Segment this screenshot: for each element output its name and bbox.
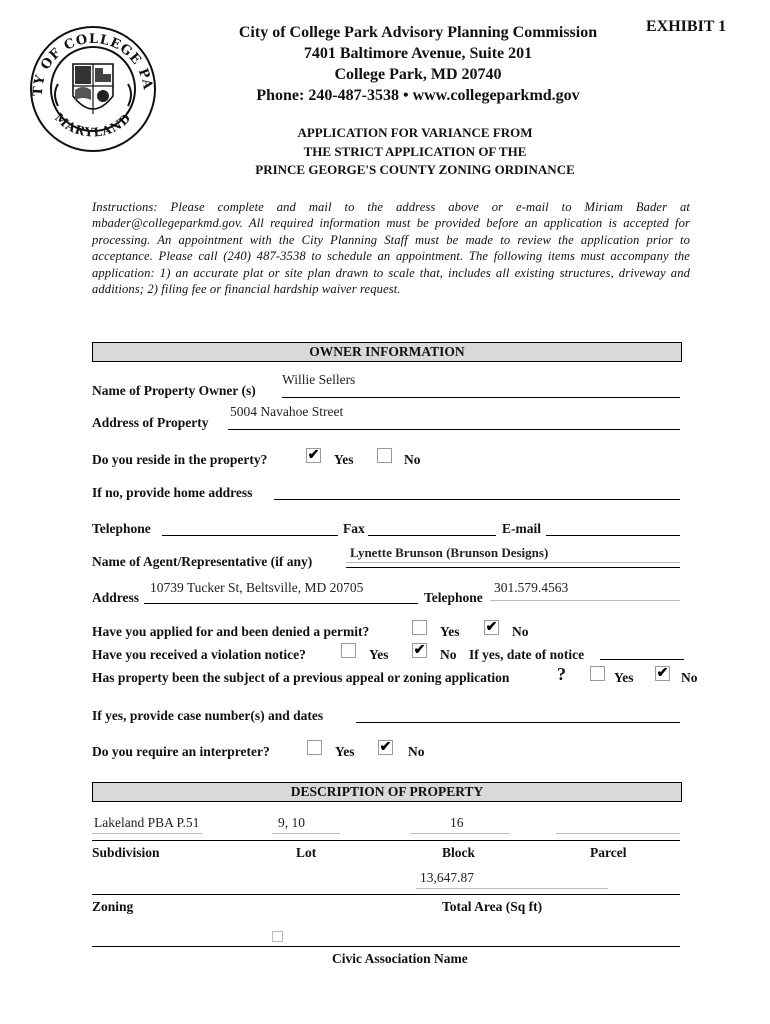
property-address-line xyxy=(228,429,680,430)
property-address-label: Address of Property xyxy=(92,415,209,430)
case-field[interactable] xyxy=(356,722,680,723)
permit-yes-checkbox[interactable] xyxy=(412,620,427,635)
property-row2-line xyxy=(92,894,680,895)
permit-no-checkbox[interactable]: ✔ xyxy=(485,620,498,635)
violation-yes-label: Yes xyxy=(369,647,389,662)
interpreter-no-label: No xyxy=(408,744,425,759)
email-field[interactable] xyxy=(546,535,680,536)
reside-yes-checkbox[interactable]: ✔ xyxy=(307,448,320,463)
violation-no-label: No xyxy=(440,647,457,662)
org-contact: Phone: 240-487-3538 • www.collegeparkmd.gov xyxy=(256,87,580,104)
parcel-label: Parcel xyxy=(590,845,627,860)
telephone-field[interactable] xyxy=(162,535,338,536)
appeal-qmark: ? xyxy=(557,664,566,684)
subdivision-label: Subdivision xyxy=(92,845,160,860)
violation-no-checkbox[interactable]: ✔ xyxy=(413,643,426,658)
property-address-field[interactable]: 5004 Navahoe Street xyxy=(230,404,344,419)
reside-yes-label: Yes xyxy=(334,452,354,467)
violation-yes-checkbox[interactable] xyxy=(341,643,356,658)
subdivision-field-line xyxy=(92,833,202,834)
lot-label: Lot xyxy=(296,845,317,860)
appeal-no-label: No xyxy=(681,670,698,685)
title-line-1: APPLICATION FOR VARIANCE FROM xyxy=(297,125,533,140)
appeal-yes-label: Yes xyxy=(614,670,634,685)
agent-address-field[interactable]: 10739 Tucker St, Beltsville, MD 20705 xyxy=(150,580,364,595)
agent-telephone-label: Telephone xyxy=(424,590,483,605)
agent-telephone-line xyxy=(490,600,680,601)
org-city: College Park, MD 20740 xyxy=(334,66,502,83)
property-section-header: DESCRIPTION OF PROPERTY xyxy=(92,782,682,802)
appeal-no-checkbox[interactable]: ✔ xyxy=(656,666,669,681)
total-area-field-line xyxy=(416,888,608,889)
home-address-label: If no, provide home address xyxy=(92,485,253,500)
notice-date-label: If yes, date of notice xyxy=(469,647,585,662)
title-line-3: PRINCE GEORGE'S COUNTY ZONING ORDINANCE xyxy=(255,162,575,177)
agent-underline xyxy=(346,567,680,568)
total-area-field[interactable]: 13,647.87 xyxy=(420,870,474,885)
permit-yes-label: Yes xyxy=(440,624,460,639)
lot-field[interactable]: 9, 10 xyxy=(278,815,305,830)
civic-checkbox[interactable] xyxy=(272,931,283,942)
org-address: 7401 Baltimore Avenue, Suite 201 xyxy=(303,45,533,62)
block-field[interactable]: 16 xyxy=(450,815,464,830)
fax-field[interactable] xyxy=(368,535,496,536)
zoning-label: Zoning xyxy=(92,899,134,914)
reside-no-label: No xyxy=(404,452,421,467)
svg-text:MARYLAND xyxy=(52,110,134,139)
property-row1-line xyxy=(92,840,680,841)
home-address-field[interactable] xyxy=(274,499,680,500)
civic-line[interactable] xyxy=(92,946,680,947)
fax-label: Fax xyxy=(343,521,365,536)
city-seal xyxy=(28,24,158,154)
block-field-line xyxy=(410,833,510,834)
agent-field[interactable]: Lynette Brunson (Brunson Designs) xyxy=(350,545,549,560)
agent-line xyxy=(346,562,680,563)
block-label: Block xyxy=(442,845,476,860)
seal-text-bottom: MARYLAND xyxy=(51,110,134,140)
civic-label: Civic Association Name xyxy=(332,951,468,966)
total-area-label: Total Area (Sq ft) xyxy=(442,899,543,914)
reside-label: Do you reside in the property? xyxy=(92,452,268,467)
owner-name-field[interactable]: Willie Sellers xyxy=(282,372,356,387)
agent-address-label: Address xyxy=(92,590,140,605)
owner-name-label: Name of Property Owner (s) xyxy=(92,383,256,398)
lot-field-line xyxy=(272,833,340,834)
exhibit-label: EXHIBIT 1 xyxy=(646,18,727,35)
instructions: Instructions: Please complete and mail to the address above or e-mail to Miriam Bader at mbader@collegeparkmd.gov. All required information must be provided before an application is accepted for processing. An appointment with the City Planning Staff must be made to review the application prior to acceptance. Please call (240) 487-3538 to schedule an appointment. The following items must accompany the application: 1) an accurate plat or site plan drawn to scale that, includes all existing structures, driveway and additions; 2) filing fee or financial hardship waiver request. xyxy=(92,200,690,297)
agent-address-line xyxy=(144,603,418,604)
seal-text-top: TY OF COLLEGE PA xyxy=(30,31,156,97)
notice-date-field[interactable] xyxy=(600,659,684,660)
reside-no-checkbox[interactable] xyxy=(377,448,392,463)
owner-name-line xyxy=(282,397,680,398)
interpreter-yes-checkbox[interactable] xyxy=(307,740,322,755)
interpreter-yes-label: Yes xyxy=(335,744,355,759)
appeal-label: Has property been the subject of a previous appeal or zoning application xyxy=(92,670,510,685)
parcel-field-line xyxy=(556,833,680,834)
telephone-label: Telephone xyxy=(92,521,151,536)
owner-section-header: OWNER INFORMATION xyxy=(92,342,682,362)
subdivision-field[interactable]: Lakeland PBA P.51 xyxy=(94,815,200,830)
interpreter-label: Do you require an interpreter? xyxy=(92,744,270,759)
violation-label: Have you received a violation notice? xyxy=(92,647,306,662)
agent-telephone-field[interactable]: 301.579.4563 xyxy=(494,580,569,595)
permit-no-label: No xyxy=(512,624,529,639)
appeal-yes-checkbox[interactable] xyxy=(590,666,605,681)
case-label: If yes, provide case number(s) and dates xyxy=(92,708,324,723)
interpreter-no-checkbox[interactable]: ✔ xyxy=(379,740,392,755)
title-line-2: THE STRICT APPLICATION OF THE xyxy=(303,144,527,159)
email-label: E-mail xyxy=(502,521,541,536)
agent-label: Name of Agent/Representative (if any) xyxy=(92,554,313,569)
org-name: City of College Park Advisory Planning Commission xyxy=(238,24,598,41)
permit-label: Have you applied for and been denied a permit? xyxy=(92,624,370,639)
